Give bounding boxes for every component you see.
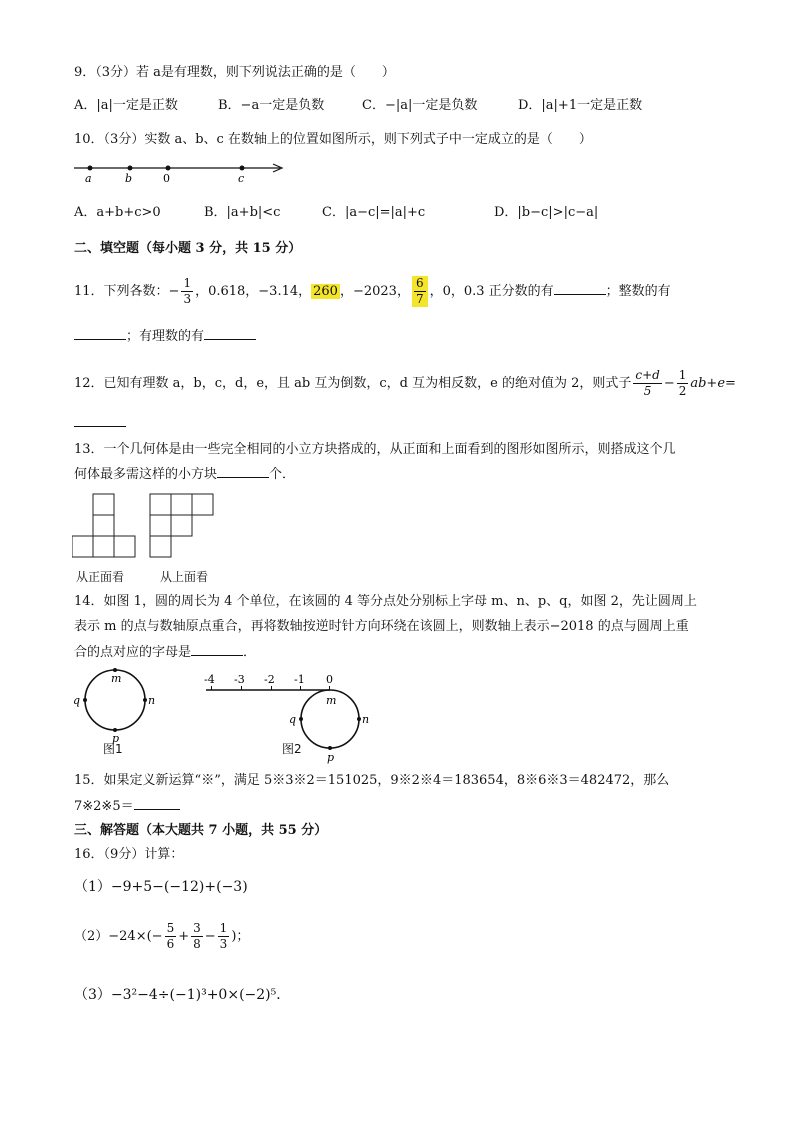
fig2-tick-neg4: -4 <box>204 673 215 686</box>
fig2-label-p: p <box>327 751 335 764</box>
q13-blank[interactable] <box>217 465 269 478</box>
q10-point-0 <box>166 166 171 171</box>
q9-option-b: B．−a一定是负数 <box>218 98 325 113</box>
q13-front-view <box>72 494 135 557</box>
q11-line2: ；有理数的有 <box>74 327 256 346</box>
q11-prefix: 11．下列各数：− <box>74 284 180 299</box>
q16-fraction-5-6: $\frac{5}{6}$ <box>166 921 175 951</box>
q10-label-a: a <box>85 172 92 185</box>
q14-fig1-caption: 图1 <box>103 742 123 756</box>
q10-label-b: b <box>125 172 133 185</box>
section2-title: 二、填空题（每小题 3 分，共 15 分） <box>74 241 302 256</box>
q13-line2: 何体最多需这样的小方块 个． <box>74 467 296 482</box>
q10-option-a: A．a+b+c>0 <box>74 205 161 220</box>
q15-line2: 7※2※5＝ <box>74 797 180 816</box>
q13-figures <box>72 492 222 562</box>
q16-stem: 16．（9分）计算： <box>74 847 184 862</box>
q15-blank[interactable] <box>134 797 180 810</box>
q11-blank-positive-fractions[interactable] <box>554 282 606 295</box>
q14-blank[interactable] <box>191 643 243 656</box>
q9-option-d: D．|a|+1一定是正数 <box>518 98 643 113</box>
fig1-label-m: m <box>111 672 122 685</box>
q16-fraction-1-3: $\frac{1}{3}$ <box>219 921 228 951</box>
q10-number-line <box>70 158 290 186</box>
q16-part3: （3）−3²−4÷(−1)³+0×(−2)⁵． <box>74 987 291 1003</box>
q11-blank-integers[interactable] <box>74 327 126 340</box>
q14-line3: 合的点对应的字母是 ． <box>74 645 257 660</box>
q12-line1: 12．已知有理数 a，b，c，d，e，且 ab 互为倒数，c，d 互为相反数，e 的绝对值为 2，则式子 $\frac{c+d}{5}$ − $\frac{1}{2}$ ab+e= <box>74 368 736 398</box>
q10-point-c <box>240 166 245 171</box>
fig2-label-q: q <box>289 713 297 726</box>
q11-highlighted-number: 260 <box>313 284 338 299</box>
fig2-tick-neg3: -3 <box>234 673 245 686</box>
section3-title: 三、解答题（本大题共 7 小题，共 55 分） <box>74 823 328 838</box>
q13-caption-top: 从上面看 <box>160 570 209 584</box>
q14-fig2-caption: 图2 <box>282 742 302 756</box>
q13-top-view <box>150 494 213 557</box>
fig2-tick-neg1: -1 <box>294 673 305 686</box>
fig1-label-q: q <box>73 694 81 707</box>
q9-stem: 9．（3分）若 a是有理数，则下列说法正确的是（ ） <box>74 65 395 80</box>
fig2-label-n: n <box>362 713 370 726</box>
q10-label-0: 0 <box>163 172 170 185</box>
q12-fraction-2: $\frac{1}{2}$ <box>678 368 687 398</box>
q16-fraction-3-8: $\frac{3}{8}$ <box>193 921 201 951</box>
q10-stem: 10．（3分）实数 a、b、c 在数轴上的位置如图所示，则下列式子中一定成立的是（ ） <box>74 132 592 147</box>
q10-label-c: c <box>238 172 245 185</box>
q10-option-b: B．|a+b|<c <box>204 205 281 220</box>
q12-blank[interactable] <box>74 414 126 427</box>
q12-answer-line <box>74 414 126 433</box>
q16-part1: （1）−9+5−(−12)+(−3) <box>74 879 248 895</box>
q11-blank-rationals[interactable] <box>204 327 256 340</box>
q11-fraction-2: $\frac{6}{7}$ <box>412 276 428 307</box>
q9-option-a: A．|a|一定是正数 <box>74 98 178 113</box>
q11-line1: 11．下列各数：− $\frac{1}{3}$ ，0.618，−3.14， 260 ，−2023， $\frac{6}{7}$ ，0，0.3 正分数的有 ；整数的有 <box>74 276 671 306</box>
q10-option-c: C．|a−c|=|a|+c <box>322 205 426 220</box>
q15-line1: 15．如果定义新运算“※”，满足 5※3※2＝151025，9※2※4＝183654，8※6※3＝482472，那么 <box>74 773 670 788</box>
fig2-label-m: m <box>326 694 337 707</box>
fig1-label-n: n <box>148 694 156 707</box>
q9-option-c: C．−|a|一定是负数 <box>362 98 478 113</box>
q14-line2: 表示 m 的点与数轴原点重合，再将数轴按逆时针方向环绕在该圆上，则数轴上表示−2018 的点与圆周上重 <box>74 619 689 634</box>
q12-fraction-1: $\frac{c+d}{5}$ <box>635 368 660 398</box>
q14-line1: 14．如图 1，圆的周长为 4 个单位，在该圆的 4 等分点处分别标上字母 m、n、p、q，如图 2，先让圆周上 <box>74 594 697 609</box>
q11-fraction-1: $\frac{1}{3}$ <box>183 276 192 306</box>
q16-part2: （2）−24×(− $\frac{5}{6}$ + $\frac{3}{8}$ − $\frac{1}{3}$ )； <box>74 921 250 951</box>
q10-option-d: D．|b−c|>|c−a| <box>494 205 599 220</box>
q10-point-a <box>88 166 93 171</box>
q13-line1: 13．一个几何体是由一些完全相同的小立方块搭成的，从正面和上面看到的图形如图所示，则搭成这个几 <box>74 442 676 457</box>
fig2-tick-0: 0 <box>326 673 333 686</box>
q10-point-b <box>128 166 133 171</box>
fig2-tick-neg2: -2 <box>264 673 275 686</box>
q13-caption-front: 从正面看 <box>76 570 125 584</box>
fig1-label-p: p <box>112 732 120 745</box>
